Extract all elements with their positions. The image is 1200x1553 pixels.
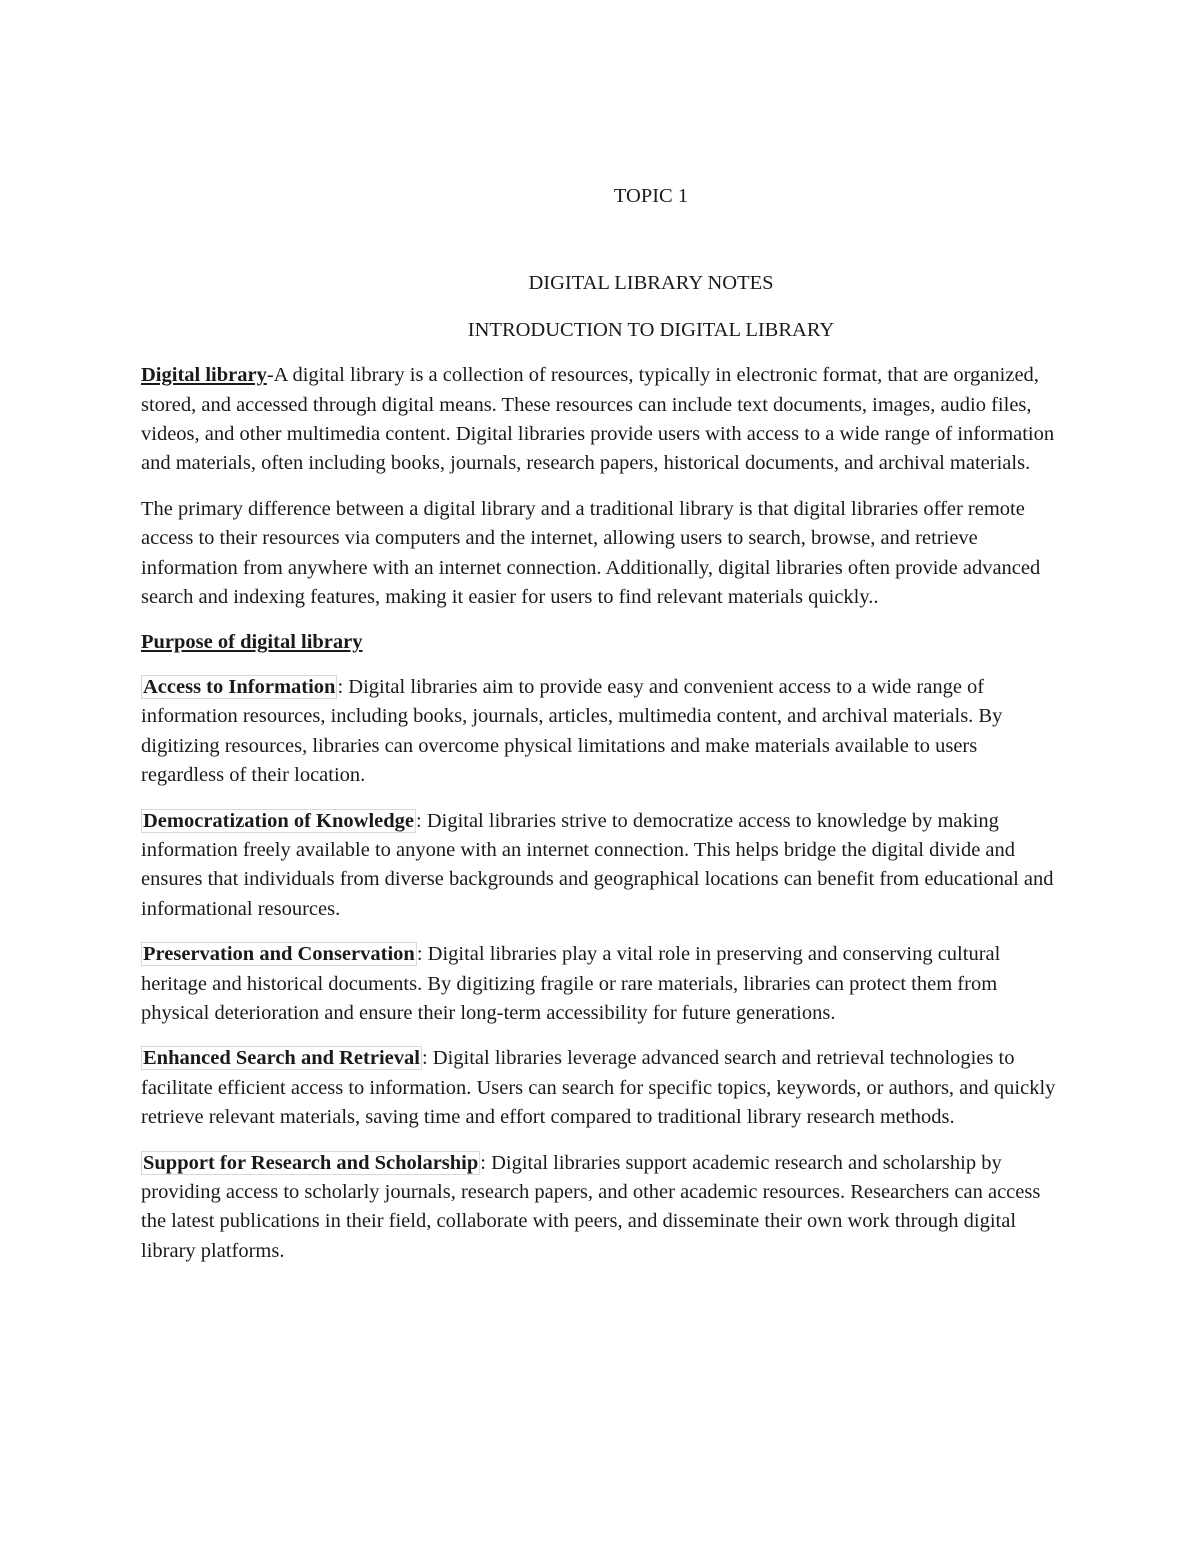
section-title: INTRODUCTION TO DIGITAL LIBRARY (467, 318, 835, 341)
topic-label: TOPIC 1 (613, 185, 689, 207)
purpose-term: Democratization of Knowledge (143, 809, 414, 832)
purpose-heading: Purpose of digital library (141, 631, 363, 654)
purpose-term: Preservation and Conservation (143, 943, 415, 966)
difference-paragraph: The primary difference between a digital library and a traditional library is that digital libraries offer remote access to their resources via computers and the internet, allowing users to search, browse, and retrieve information from anywhere with an internet connection. Additionally, digital libraries often provide advanced search and indexing features, making it easier for users to find relevant materials quickly.. (141, 497, 1041, 609)
purpose-text: : Digital libraries play a vital role in preserving and conserving cultural heritage and historical documents. By digitizing fragile or rare materials, libraries can protect them from physical deterioration and ensure their long-term accessibility for future generations. (141, 943, 1001, 1024)
definition-paragraph (141, 361, 1061, 479)
definition-text: -A digital library is a collection of resources, typically in electronic format, that are organized, stored, and accessed through digital means. These resources can include text documents, images, audio files, videos, and other multimedia content. Digital libraries provide users with access to a wide range of information and materials, often including books, journals, research papers, historical documents, and archival materials. (141, 364, 1055, 475)
purpose-paragraph-search (141, 1044, 1061, 1132)
purpose-term: Access to Information (143, 675, 336, 698)
document-body (141, 182, 1061, 1282)
purpose-term: Support for Research and Scholarship (143, 1151, 479, 1174)
purpose-paragraph-democratization (141, 807, 1061, 925)
purpose-term: Enhanced Search and Retrieval (143, 1047, 420, 1070)
purpose-paragraph-preservation (141, 940, 1061, 1028)
purpose-text: : Digital libraries aim to provide easy and convenient access to a wide range of information resources, including books, journals, articles, multimedia content, and archival materials. By digitizing resources, libraries can overcome physical limitations and make materials available to users regardless of their location. (141, 675, 1003, 787)
definition-term: Digital library (141, 364, 267, 387)
document-title: DIGITAL LIBRARY NOTES (528, 272, 774, 295)
purpose-paragraph-access (141, 673, 1061, 791)
purpose-text: : Digital libraries leverage advanced search and retrieval technologies to facilitate efficient access to information. Users can search for specific topics, keywords, or authors, and quickly retrieve relevant materials, saving time and effort compared to traditional library research methods. (141, 1047, 1056, 1129)
purpose-paragraph-research (141, 1149, 1061, 1267)
purpose-text: : Digital libraries strive to democratize access to knowledge by making information freely available to anyone with an internet connection. This helps bridge the digital divide and ensures that individuals from diverse backgrounds and geographical locations can benefit from educational and informational resources. (141, 809, 1054, 920)
purpose-text: : Digital libraries support academic research and scholarship by providing access to scholarly journals, research papers, and other academic resources. Researchers can access the latest publications in their field, collaborate with peers, and disseminate their own work through digital library platforms. (141, 1151, 1041, 1262)
